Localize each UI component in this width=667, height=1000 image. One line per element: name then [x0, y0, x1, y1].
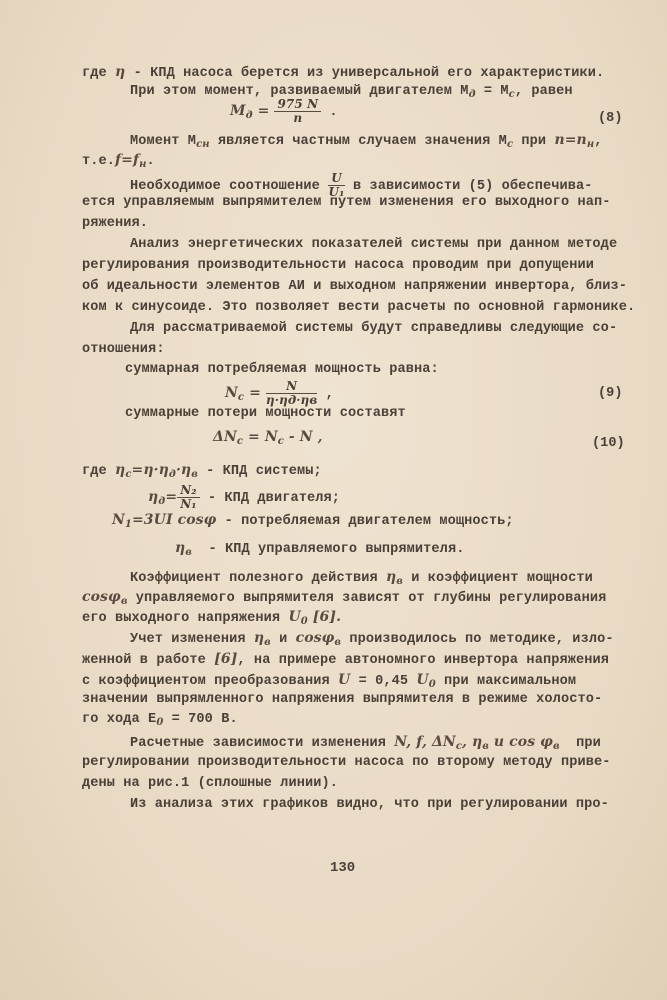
- text-segment: = 700 В.: [163, 712, 238, 727]
- text-line: [148, 484, 340, 511]
- text-line: [225, 380, 334, 407]
- text-segment: Учет изменения: [130, 632, 254, 647]
- text-segment: Из анализа этих графиков видно, что при регулировании про-: [130, 797, 609, 812]
- text-line: [175, 539, 464, 562]
- text-line: [130, 320, 617, 338]
- text-segment: его выходного напряжения: [82, 611, 289, 626]
- formula-text: и cos φ: [488, 734, 553, 750]
- formula-text: η: [115, 462, 126, 478]
- formula-text: U: [416, 672, 429, 688]
- equation-number: (10): [592, 436, 625, 451]
- formula-text: [6]: [214, 651, 238, 667]
- text-segment: при: [559, 736, 601, 751]
- formula-text: 1: [124, 519, 132, 530]
- text-segment: значении выпрямленного напряжения выпрямителя в режиме холосто-: [82, 692, 603, 707]
- text-line: [125, 405, 406, 423]
- formula-text: н: [586, 139, 595, 150]
- text-line: [82, 215, 148, 233]
- formula-text: n=n: [554, 132, 587, 148]
- text-segment: и: [270, 632, 296, 647]
- text-segment: и коэффициент мощности: [402, 571, 593, 586]
- formula-text: н: [139, 159, 147, 170]
- text-line: [130, 629, 614, 652]
- denominator: η·ηд·ηв: [265, 393, 318, 407]
- text-line: [130, 733, 601, 756]
- formula-text: = N: [243, 429, 278, 445]
- formula-text: c: [237, 392, 245, 404]
- text-segment: с коэффициентом преобразования: [82, 674, 338, 689]
- denominator: n: [293, 111, 303, 125]
- text-line: [82, 754, 610, 772]
- formula-text: 0: [300, 616, 308, 627]
- text-segment: т.е.: [82, 154, 116, 169]
- text-line: [82, 194, 610, 212]
- text-segment: Анализ энергетических показателей системы при данном методе: [130, 237, 618, 252]
- formula-text: η: [386, 569, 397, 585]
- text-line: [82, 341, 165, 359]
- text-line: [82, 257, 594, 275]
- text-segment: где: [82, 66, 116, 81]
- text-segment: = 0,45: [350, 674, 417, 689]
- formula-text: =: [252, 103, 275, 120]
- formula-text: cosφ: [82, 589, 121, 605]
- text-segment: = M: [475, 84, 509, 99]
- text-line: [125, 361, 439, 379]
- formula-text: в: [482, 741, 489, 752]
- fraction: [177, 484, 199, 511]
- text-line: [82, 691, 602, 709]
- fraction: [274, 98, 321, 125]
- text-segment: - КПД управляемого выпрямителя.: [191, 542, 465, 557]
- formula-text: η: [148, 489, 159, 506]
- text-segment: - КПД двигателя;: [199, 491, 341, 507]
- formula-text: 0: [428, 679, 436, 690]
- text-segment: ется управляемым выпрямителем путем изменения его выходного нап-: [82, 195, 611, 210]
- denominator: N₁: [180, 497, 197, 511]
- text-segment: регулировании производительности насоса по второму методу приве-: [82, 755, 611, 770]
- formula-text: η: [115, 64, 126, 80]
- text-segment: , на примере автономного инвертора напряжения: [237, 653, 610, 668]
- formula-text: д: [468, 89, 476, 100]
- text-segment: где: [82, 464, 116, 479]
- text-segment: При этом момент, развиваемый двигателем M: [130, 84, 469, 99]
- text-line: [130, 236, 617, 254]
- text-segment: .: [146, 154, 155, 169]
- text-segment: суммарные потери мощности составят: [125, 406, 406, 421]
- text-segment: при максимальном: [435, 674, 577, 689]
- formula-text: c: [236, 436, 244, 447]
- formula-text: c: [455, 741, 463, 752]
- formula-text: в: [191, 469, 198, 480]
- formula-text: c: [277, 436, 284, 447]
- text-segment: женной в работе: [82, 653, 215, 668]
- numerator: 975 N: [274, 98, 321, 112]
- text-segment: суммарная потребляемая мощность равна:: [125, 362, 439, 377]
- formula-text: N: [112, 512, 125, 528]
- text-line: [82, 711, 238, 732]
- formula-text: д: [245, 110, 253, 122]
- text-segment: ,: [594, 134, 603, 149]
- formula-text: в: [334, 637, 342, 648]
- formula-text: c: [125, 469, 132, 480]
- formula-text: , η: [462, 734, 483, 750]
- text-line: [82, 775, 338, 793]
- formula-text: M: [230, 103, 246, 120]
- numerator: N₂: [177, 484, 199, 498]
- text-line: [130, 131, 602, 154]
- formula-text: η: [175, 540, 186, 556]
- formula-text: ΔN: [213, 429, 237, 445]
- text-segment: отношения:: [82, 342, 165, 357]
- page-number: 130: [330, 860, 356, 876]
- text-line: [82, 461, 322, 484]
- formula-text: N: [225, 385, 238, 402]
- text-segment: производилось по методике, изло-: [341, 632, 614, 647]
- text-segment: Коэффициент полезного действия: [130, 571, 386, 586]
- formula-text: N, f, ΔN: [394, 734, 456, 750]
- formula-text: с: [508, 89, 515, 100]
- text-line: [82, 278, 627, 296]
- equation-number: (8): [598, 111, 623, 126]
- text-segment: .: [321, 105, 338, 121]
- text-segment: регулирования производительности насоса проводим при допущении: [82, 258, 594, 273]
- formula-text: в: [396, 576, 403, 587]
- text-segment: в зависимости (5) обеспечива-: [344, 179, 593, 195]
- formula-text: [6].: [307, 609, 342, 625]
- text-segment: Для рассматриваемой системы будут справедливы следующие со-: [130, 321, 618, 336]
- text-segment: Момент M: [130, 134, 197, 149]
- formula-text: ·η: [175, 462, 192, 478]
- formula-text: =3UI cosφ: [131, 512, 217, 528]
- formula-text: в: [120, 596, 128, 607]
- text-line: [82, 608, 341, 631]
- formula-text: η: [253, 630, 265, 646]
- formula-text: 0: [156, 717, 164, 728]
- text-line: [130, 83, 573, 104]
- text-line: [82, 63, 604, 83]
- formula-text: в: [552, 741, 560, 752]
- text-line: [82, 299, 635, 317]
- formula-text: сн: [196, 139, 210, 150]
- text-line: [112, 511, 514, 534]
- formula-text: д: [158, 496, 166, 508]
- text-segment: , равен: [514, 84, 573, 99]
- text-line: [230, 98, 338, 125]
- text-segment: ,: [317, 387, 334, 403]
- formula-text: в: [185, 547, 192, 558]
- denominator: U₁: [328, 185, 345, 199]
- text-segment: ком к синусоиде. Это позволяет вести расчеты по основной гармонике.: [82, 300, 636, 315]
- formula-text: =η·η: [131, 462, 169, 478]
- text-line: [213, 428, 323, 451]
- numerator: N: [266, 380, 317, 394]
- formula-text: с: [506, 139, 514, 150]
- numerator: U: [328, 172, 345, 186]
- text-line: [82, 650, 609, 670]
- formula-text: f=f: [115, 152, 140, 168]
- formula-text: cosφ: [295, 630, 335, 646]
- formula-text: U: [338, 672, 351, 688]
- formula-text: - N ,: [283, 429, 323, 445]
- text-segment: является частным случаем значения M: [209, 134, 507, 149]
- text-segment: при: [513, 134, 555, 149]
- text-segment: об идеальности элементов АИ и выходном напряжении инвертора, близ-: [82, 279, 627, 294]
- formula-text: =: [244, 385, 266, 402]
- text-segment: Расчетные зависимости изменения: [130, 736, 395, 751]
- fraction: [266, 380, 317, 407]
- text-segment: управляемого выпрямителя зависят от глубины регулирования: [127, 591, 607, 606]
- text-segment: дены на рис.1 (сплошные линии).: [82, 776, 338, 791]
- text-segment: - КПД системы;: [197, 464, 322, 479]
- formula-text: =: [165, 489, 178, 506]
- formula-text: в: [264, 637, 271, 648]
- equation-number: (9): [598, 386, 623, 401]
- formula-text: д: [168, 469, 176, 480]
- text-segment: - потребляемая двигателем мощность;: [216, 514, 514, 529]
- text-segment: Необходимое соотношение: [130, 179, 329, 195]
- text-segment: - КПД насоса берется из универсальной его характеристики.: [125, 66, 605, 81]
- text-segment: го хода E: [82, 712, 157, 727]
- formula-text: U: [288, 609, 301, 625]
- text-segment: ряжения.: [82, 216, 149, 231]
- text-line: [130, 796, 609, 814]
- text-line: [82, 151, 155, 174]
